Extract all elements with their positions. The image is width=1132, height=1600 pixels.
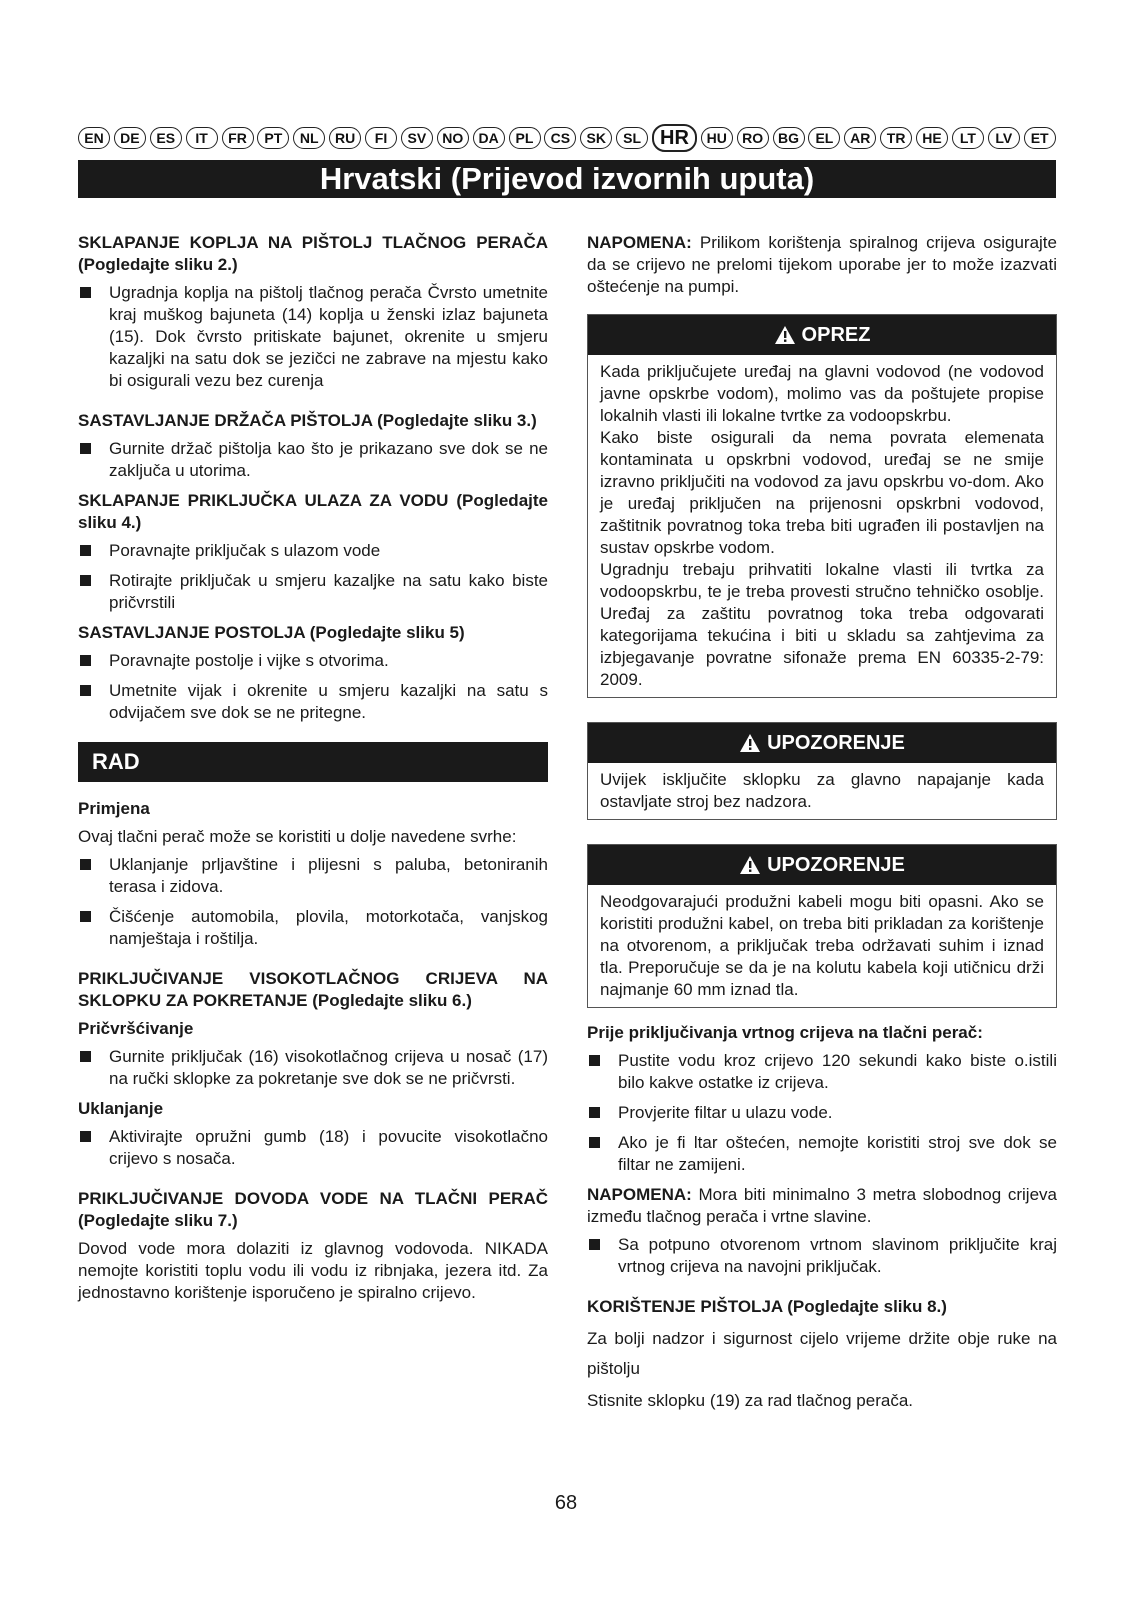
square-bullet-icon xyxy=(589,1239,600,1250)
paragraph-trigger: Stisnite sklopku (19) za rad tlačnog perača. xyxy=(587,1391,914,1410)
heading-removal: Uklanjanje xyxy=(78,1099,164,1118)
left-column xyxy=(78,232,548,1310)
language-badge-sv: SV xyxy=(401,127,433,149)
caution-body xyxy=(588,355,1056,697)
warning-header xyxy=(588,723,1056,763)
warning-header xyxy=(588,845,1056,885)
list-item xyxy=(78,1046,548,1090)
square-bullet-icon xyxy=(80,575,91,586)
language-badge-ar: AR xyxy=(844,127,876,149)
square-bullet-icon xyxy=(80,443,91,454)
note-coil-hose xyxy=(587,232,1057,298)
list-item xyxy=(78,570,548,614)
right-column xyxy=(587,232,1057,1418)
bullet-list xyxy=(78,282,548,392)
square-bullet-icon xyxy=(589,1107,600,1118)
list-item-text: Gurnite držač pištolja kao što je prikazano sve dok se ne zaključa u utorima. xyxy=(109,439,548,480)
list-item-text: Aktivirajte opružni gumb (18) i povucite visokotlačno crijevo s nosača. xyxy=(109,1127,548,1168)
list-item-text: Poravnajte postolje i vijke s otvorima. xyxy=(109,651,389,670)
heading-using-gun: KORIŠTENJE PIŠTOLJA (Pogledajte sliku 8.) xyxy=(587,1297,947,1316)
square-bullet-icon xyxy=(80,911,91,922)
list-item xyxy=(78,680,548,724)
heading-gun-holder: SASTAVLJANJE DRŽAČA PIŠTOLJA (Pogledajte sliku 3.) xyxy=(78,411,537,430)
list-item-text: Ako je fi ltar oštećen, nemojte koristiti stroj sve dok se filtar ne zamijeni. xyxy=(618,1133,1057,1174)
list-item xyxy=(587,1102,1057,1124)
bullet-list xyxy=(587,1234,1057,1278)
heading-attaching: Pričvršćivanje xyxy=(78,1019,194,1038)
paragraph-using-gun: Za bolji nadzor i sigurnost cijelo vrijeme držite obje ruke na pištolju xyxy=(587,1329,1057,1378)
list-item xyxy=(78,854,548,898)
caution-title: OPREZ xyxy=(801,324,871,346)
note-text: Mora biti minimalno 3 metra slobodnog crijeva između tlačnog perača i vrtne slavine. xyxy=(587,1185,1057,1226)
warning-box-power xyxy=(587,722,1057,820)
bullet-list xyxy=(78,540,548,614)
square-bullet-icon xyxy=(80,685,91,696)
square-bullet-icon xyxy=(589,1055,600,1066)
heading-base-assembly: SASTAVLJANJE POSTOLJA (Pogledajte sliku 5) xyxy=(78,623,465,642)
warning-title: UPOZORENJE xyxy=(767,854,905,876)
heading-water-inlet: SKLAPANJE PRIKLJUČKA ULAZA ZA VODU (Pogledajte sliku 4.) xyxy=(78,491,548,532)
language-badge-ro: RO xyxy=(737,127,769,149)
heading-hose-connection: PRIKLJUČIVANJE VISOKOTLAČNOG CRIJEVA NA SKLOPKU ZA POKRETANJE (Pogledajte sliku 6.) xyxy=(78,969,548,1010)
language-badge-fr: FR xyxy=(222,127,254,149)
language-badge-hu: HU xyxy=(701,127,733,149)
list-item-text: Gurnite priključak (16) visokotlačnog crijeva u nosač (17) na ručki sklopke za pokretanje sve dok se ne pričvrsti. xyxy=(109,1047,548,1088)
square-bullet-icon xyxy=(80,1131,91,1142)
warning-triangle-icon xyxy=(739,855,761,875)
list-item xyxy=(587,1234,1057,1278)
list-item-text: Rotirajte priključak u smjeru kazaljke na satu kako biste pričvrstili xyxy=(109,571,548,612)
caution-paragraph: Kako biste osigurali da nema povrata elemenata kontaminata u opskrbni vodovod, uređaj se ne smije izravno priključiti na vodovod za javu opskrbu vo-dom. Ako je uređaj priključen na prijenosni opskrbni vodovod, zaštitnik povratnog toka treba biti ugrađen ili postavljen na sustav opskrbe vodom. xyxy=(600,428,1044,557)
caution-paragraph: Kada priključujete uređaj na glavni vodovod (ne vodovod javne opskrbe vodom), molimo vas da poštujete propise lokalnih vlasti ili lokalne tvrtke za vodoopskrbu. xyxy=(600,362,1044,425)
square-bullet-icon xyxy=(80,1051,91,1062)
heading-before-connecting: Prije priključivanja vrtnog crijeva na tlačni perač: xyxy=(587,1023,983,1042)
language-badge-fi: FI xyxy=(365,127,397,149)
note-label: NAPOMENA: xyxy=(587,1185,692,1204)
square-bullet-icon xyxy=(80,859,91,870)
list-item-text: Uklanjanje prljavštine i plijesni s paluba, betoniranih terasa i zidova. xyxy=(109,855,548,896)
language-badge-he: HE xyxy=(916,127,948,149)
language-badge-hr: HR xyxy=(652,124,697,152)
list-item-text: Poravnajte priključak s ulazom vode xyxy=(109,541,381,560)
list-item xyxy=(587,1050,1057,1094)
language-badge-da: DA xyxy=(473,127,505,149)
language-badge-lv: LV xyxy=(988,127,1020,149)
list-item-text: Čišćenje automobila, plovila, motorkotača, vanjskog namještaja i roštilja. xyxy=(109,907,548,948)
heading-lance-assembly: SKLAPANJE KOPLJA NA PIŠTOLJ TLAČNOG PERAČA (Pogledajte sliku 2.) xyxy=(78,233,548,274)
language-badge-lt: LT xyxy=(952,127,984,149)
language-badge-cs: CS xyxy=(544,127,576,149)
warning-box-extension-cable xyxy=(587,844,1057,1008)
warning-title: UPOZORENJE xyxy=(767,732,905,754)
paragraph-application: Ovaj tlačni perač može se koristiti u dolje navedene svrhe: xyxy=(78,827,517,846)
list-item xyxy=(78,906,548,950)
warning-triangle-icon xyxy=(739,733,761,753)
caution-header xyxy=(588,315,1056,355)
language-badge-de: DE xyxy=(114,127,146,149)
caution-paragraph: Ugradnju trebaju prihvatiti lokalne vlasti ili tvrtka za vodoopskrbu, te je treba provesti stručno tehničko osoblje. Uređaj za zaštitu povratnog toka treba odgovarati kategorijama tekućina i biti u skladu sa zahtjevima za izbjegavanje povratne sifonaže prema EN 60335-2-79: 2009. xyxy=(600,560,1044,689)
language-badge-et: ET xyxy=(1024,127,1056,149)
list-item xyxy=(78,282,548,392)
bullet-list xyxy=(78,854,548,950)
heading-application: Primjena xyxy=(78,799,150,818)
language-badge-ru: RU xyxy=(329,127,361,149)
list-item xyxy=(78,650,548,672)
list-item xyxy=(78,540,548,562)
language-badge-it: IT xyxy=(186,127,218,149)
language-badge-nl: NL xyxy=(293,127,325,149)
list-item-text: Umetnite vijak i okrenite u smjeru kazaljki na satu s odvijačem sve dok se ne pritegne. xyxy=(109,681,548,722)
list-item-text: Sa potpuno otvorenom vrtnom slavinom priključite kraj vrtnog crijeva na navojni priključak. xyxy=(618,1235,1057,1276)
language-badge-no: NO xyxy=(437,127,469,149)
language-selector-bar xyxy=(78,126,1056,150)
language-badge-sl: SL xyxy=(616,127,648,149)
square-bullet-icon xyxy=(80,545,91,556)
bullet-list xyxy=(78,1046,548,1090)
list-item-text: Ugradnja koplja na pištolj tlačnog perača Čvrsto umetnite kraj muškog bajuneta (14) koplja u ženski izlaz bajuneta (15). Dok čvrsto pritiskate bajunet, okrenite u smjeru kazaljki na satu dok se jezičci ne zabrave na mjestu kako bi osigurali vezu bez curenja xyxy=(109,283,548,390)
bullet-list xyxy=(587,1050,1057,1176)
paragraph-water-supply: Dovod vode mora dolaziti iz glavnog vodovoda. NIKADA nemojte koristiti toplu vodu ili vodu iz ribnjaka, jezera itd. Za jednostavno korištenje isporučeno je spiralno crijevo. xyxy=(78,1239,548,1302)
note-text: Prilikom korištenja spiralnog crijeva osigurajte da se crijevo ne prelomi tijekom uporabe jer to može izazvati oštećenje na pumpi. xyxy=(587,233,1057,296)
bullet-list xyxy=(78,438,548,482)
language-badge-tr: TR xyxy=(880,127,912,149)
page-number: 68 xyxy=(554,1492,578,1514)
note-hose-length xyxy=(587,1184,1057,1228)
heading-water-supply: PRIKLJUČIVANJE DOVODA VODE NA TLAČNI PERAČ (Pogledajte sliku 7.) xyxy=(78,1189,548,1230)
list-item xyxy=(78,1126,548,1170)
page-title: Hrvatski (Prijevod izvornih uputa) xyxy=(78,160,1056,198)
square-bullet-icon xyxy=(80,287,91,298)
language-badge-pl: PL xyxy=(509,127,541,149)
note-label: NAPOMENA: xyxy=(587,233,692,252)
language-badge-sk: SK xyxy=(580,127,612,149)
warning-body: Neodgovarajući produžni kabeli mogu biti opasni. Ako se koristiti produžni kabel, on treba biti prikladan za korištenje na otvorenom, a priključak treba održavati suhim i iznad tla. Preporučuje se da je na kolutu kabela koji utičnicu drži najmanje 60 mm iznad tla. xyxy=(600,892,1044,999)
section-bar-operation: RAD xyxy=(78,742,548,782)
square-bullet-icon xyxy=(589,1137,600,1148)
warning-body: Uvijek isključite sklopku za glavno napajanje kada ostavljate stroj bez nadzora. xyxy=(600,770,1044,811)
bullet-list xyxy=(78,650,548,724)
warning-triangle-icon xyxy=(774,325,796,345)
language-badge-el: EL xyxy=(808,127,840,149)
list-item xyxy=(587,1132,1057,1176)
language-badge-bg: BG xyxy=(773,127,805,149)
language-badge-pt: PT xyxy=(257,127,289,149)
square-bullet-icon xyxy=(80,655,91,666)
list-item-text: Pustite vodu kroz crijevo 120 sekundi kako biste o.istili bilo kakve ostatke iz crijeva. xyxy=(618,1051,1057,1092)
language-badge-en: EN xyxy=(78,127,110,149)
caution-box xyxy=(587,314,1057,698)
list-item xyxy=(78,438,548,482)
list-item-text: Provjerite filtar u ulazu vode. xyxy=(618,1103,833,1122)
language-badge-es: ES xyxy=(150,127,182,149)
bullet-list xyxy=(78,1126,548,1170)
